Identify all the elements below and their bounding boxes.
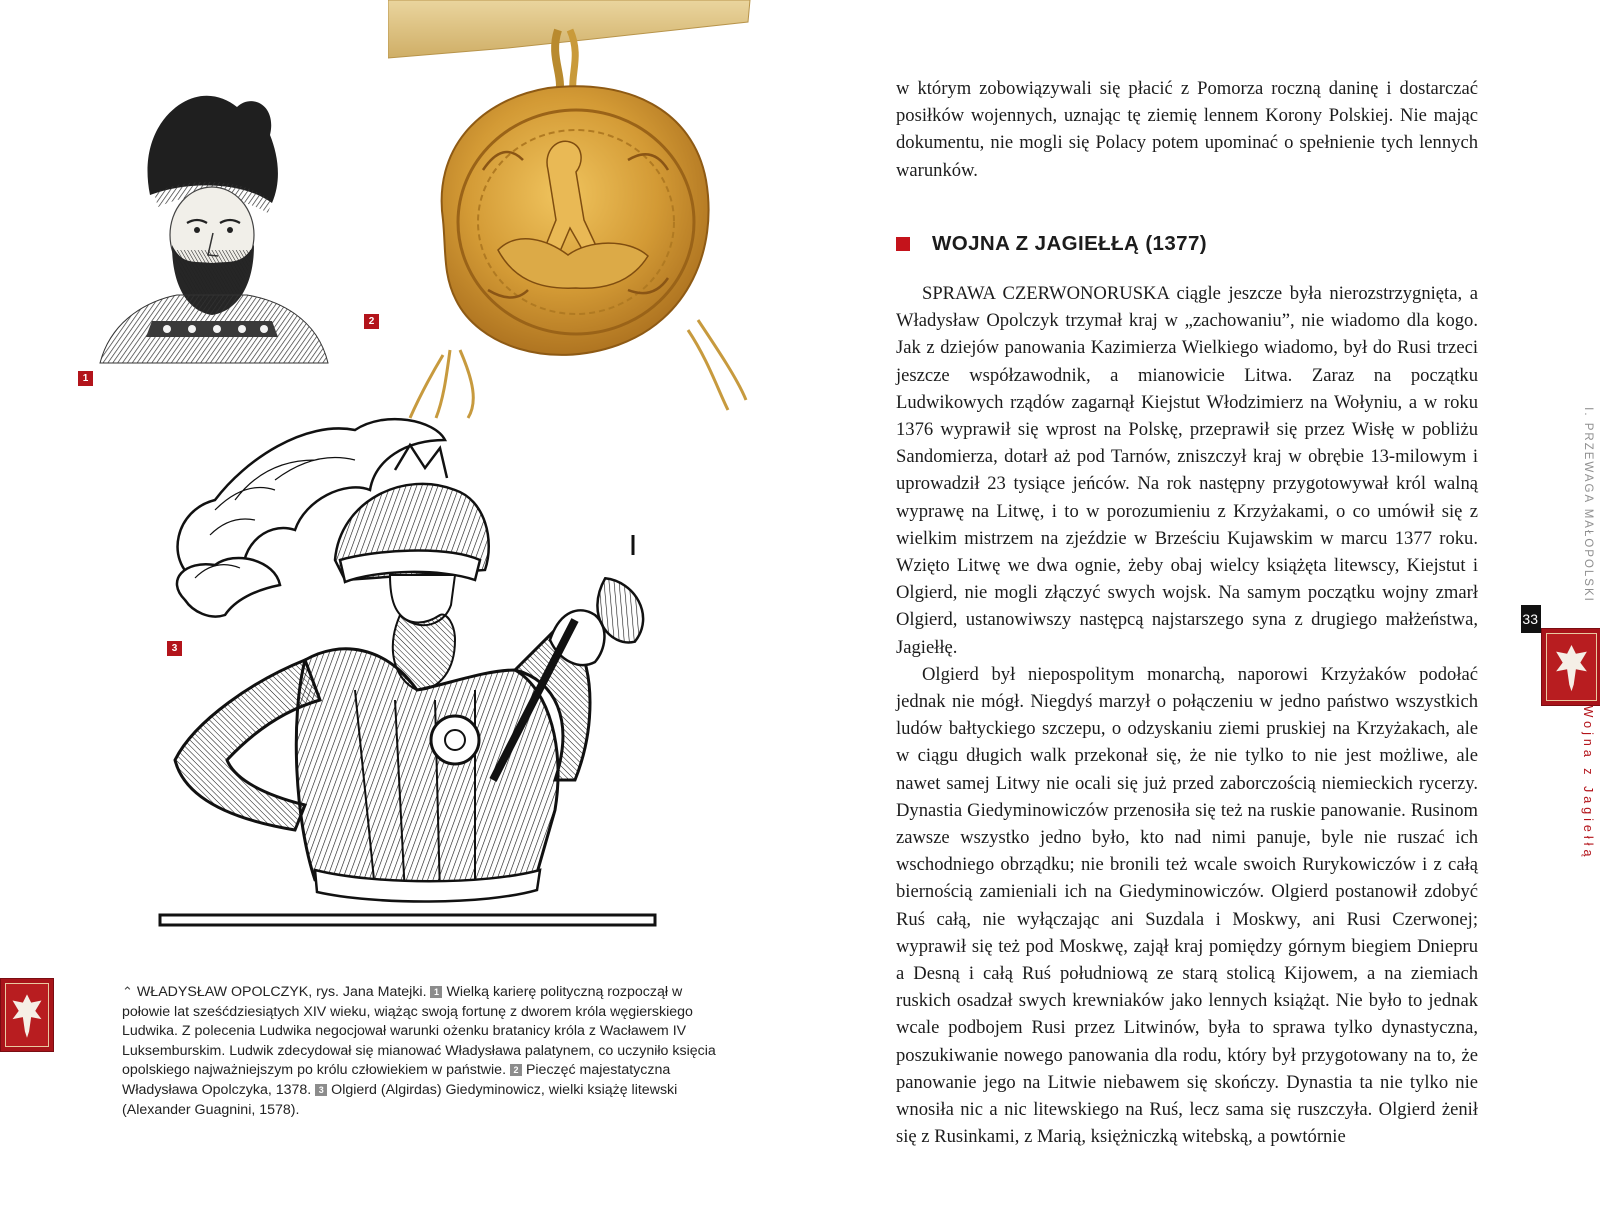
caption-lead-rest: rys. Jana Matejki. <box>316 984 427 1000</box>
part-running-head: I. PRZEWAGA MAŁOPOLSKI <box>1582 407 1594 603</box>
chevron-up-icon: ⌃ <box>122 984 133 999</box>
caption-text-3: Olgierd (Algirdas) Giedyminowicz, wielki książę litewski (Alexander Guagnini, 1578). <box>122 1081 678 1118</box>
page-number: 33 <box>1521 605 1541 633</box>
section-title: WOJNA Z JAGIEŁŁĄ (1377) <box>932 232 1207 255</box>
caption-marker-3: 3 <box>315 1084 327 1096</box>
portrait-engraving <box>92 85 332 375</box>
caption-text-1: Wielką karierę polityczną rozpoczął w połowie lat sześćdziesiątych XIV wieku, wiążąc swoją fortunę z dworem króla węgierskiego Ludwika. Z polecenia Ludwika negocjował warunki ożenku bratanicy króla z Wacławem IV Luksemburskim. Ludwik zdecydował się mianować Władysława palatynem, co uczyniło księcia opolskiego najważniejszym po królu człowiekiem w państwie. <box>122 984 716 1079</box>
paragraph-2: Olgierd był niepospolitym monarchą, naporowi Krzyżaków podołać jednak nie mógł. Niegdyś marzył o połączeniu w jedno państwo wszystkich ludów bałtyckiego szczepu, o odzyskaniu ziemi pruskiej na Krzyżakach, ale w ciągu długich walk przekonał się, że nie tylko to nie jest możliwe, ale nawet samej Litwy nie ocali się już przed zaborczością niemieckich rycerzy. Dynastia Giedyminowiczów przenosiła się też na ruskie panowanie. Rusinom zawsze wszystko jedno było, kto nad nimi panuje, byle nie ruszać ich wschodniego obrządku; nie bronili też wcale swoich Rurykowiczów i z całą biernością zamieniali ich na Giedyminowiczów. Olgierd postanowił zdobyć Ruś całą, nie wyłączając ani Suzdala i Moskwy, ani Rusi Czerwonej; wyprawił się też pod Moskwę, zajął kraj pomiędzy górnym biegiem Dniepru a Desną i całą Ruś południową ze starą stolicą Kijowem, a na ziemiach ruskich osadzał swych krewniaków jako lennych książąt. Nie było to jednak wcale podbojem Rusi przez Litwinów, była to sprawa tylko dynastyczna, poszukiwanie nowego panowania dla rodu, który był przygotowany na to, że panowanie jego na Litwie niebawem się skończy. Dynastia ta nie tylko nie wnosiła nic a nic litewskiego na Ruś, lecz sama się ruszczyła. Olgierd żenił się z Rusinkami, z Marią, księżniczką witebską, a powtórnie <box>896 663 1478 1148</box>
seal-image <box>388 0 753 420</box>
caption-text-2: Pieczęć majestatyczna Władysława Opolczyka, 1378. <box>122 1062 671 1098</box>
figure-badge-2: 2 <box>364 314 379 329</box>
caption-lead: WŁADYSŁAW OPOLCZYK, <box>136 984 313 1000</box>
paragraph-1: SPRAWA CZERWONORUSKA ciągle jeszcze była nierozstrzygnięta, a Władysław Opolczyk trzymał kraj w „zachowaniu”, nie wiadomo dla kogo. Jak z dziejów panowania Kazimierza Wielkiego wiadomo, był do Rusi trzeci jeszcze współzawodnik, a mianowicie Litwa. Zaraz na początku Ludwikowych rządów zagarnął Kiejstut Włodzimierz na Wołyniu, a w roku 1376 wyprawił się wprost na Polskę, przeprawił się przez Wisłę w pobliżu Sandomierza, dotarł aż pod Tarnów, zniszczył kraj w obrębie 13-milowym i uprowadził 23 tysiące jeńców. Na rok następny przygotowywał król walną wyprawę na Litwę, i to w porozumieniu z Krzyżakami, o co umówił się z wielkim mistrzem na zjeździe w Brześciu Kujawskim w marcu 1377 roku. Wzięto Litwę we dwa ognie, żeby obaj wielcy książęta litewscy, Kiejstut i Olgierd, nie mogli złączyć swych wojsk. Na samym początku wojny zmarł Olgierd, ustanowiwszy następcą najstarszego syna z drugiego małżeństwa, Jagiełłę. <box>896 283 1478 658</box>
section-heading <box>896 232 1207 256</box>
caption-marker-1: 1 <box>430 986 442 998</box>
caption-marker-2: 2 <box>510 1064 522 1076</box>
figure-badge-1: 1 <box>78 371 93 386</box>
woodcut-image <box>155 400 660 945</box>
intro-paragraph: w którym zobowiązywali się płacić z Pomorza roczną daninę i dostarczać posiłków wojennych, uznając tę ziemię lennem Korony Polskiej. Nie mając dokumentu, nie mogli się Polacy potem upominać o spełnienie tych lennych warunków. <box>896 78 1478 181</box>
heading-square-icon <box>896 237 910 251</box>
eagle-emblem-icon <box>0 978 54 1052</box>
body-text <box>896 280 1478 1151</box>
figure-caption <box>122 982 717 1120</box>
section-running-head: Wojna z Jagiełłą <box>1581 705 1595 861</box>
figure-badge-3: 3 <box>167 641 182 656</box>
